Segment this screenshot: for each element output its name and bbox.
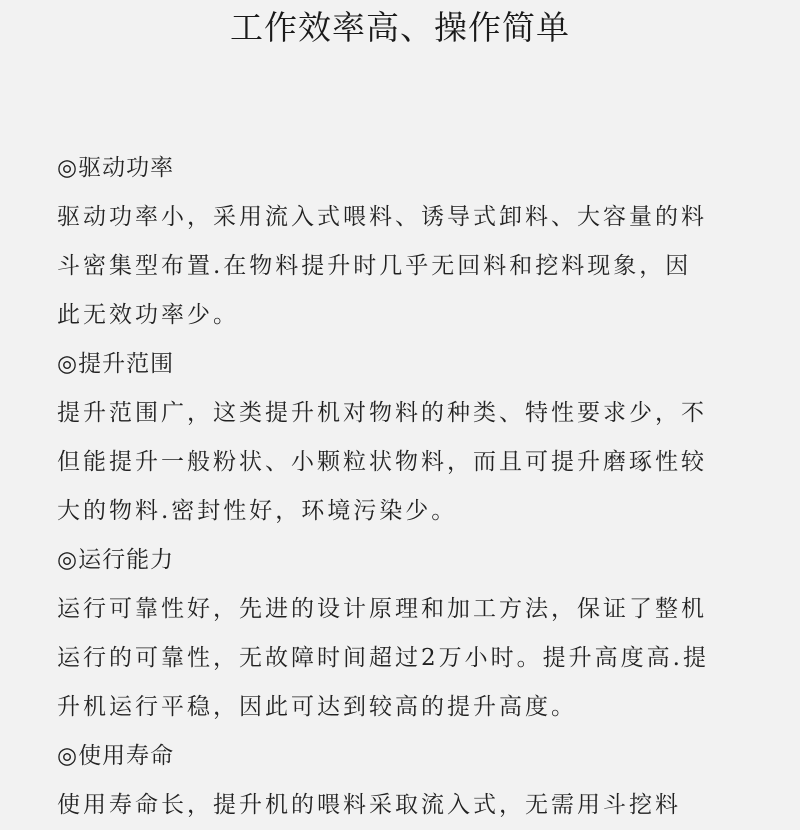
section-heading: ◎运行能力 [57, 547, 175, 573]
paragraph-line: 此无效功率少。 [57, 302, 239, 328]
paragraph-line: 提升范围广，这类提升机对物料的种类、特性要求少，不 [57, 400, 707, 426]
page-title: 工作效率高、操作简单 [230, 8, 570, 47]
section-heading: ◎驱动功率 [57, 155, 175, 181]
paragraph-line: 运行的可靠性，无故障时间超过2万小时。提升高度高.提 [57, 645, 709, 671]
paragraph-line: 斗密集型布置.在物料提升时几乎无回料和挖料现象，因 [57, 253, 692, 279]
paragraph-line: 运行可靠性好，先进的设计原理和加工方法，保证了整机 [57, 596, 707, 622]
paragraph-line: 但能提升一般粉状、小颗粒状物料，而且可提升磨琢性较 [57, 449, 707, 475]
paragraph-line: 使用寿命长，提升机的喂料采取流入式，无需用斗挖料 [57, 792, 681, 818]
paragraph-line: 升机运行平稳，因此可达到较高的提升高度。 [57, 694, 577, 720]
section-heading: ◎使用寿命 [57, 743, 175, 769]
section-heading: ◎提升范围 [57, 351, 175, 377]
paragraph-line: 驱动功率小，采用流入式喂料、诱导式卸料、大容量的料 [57, 204, 707, 230]
paragraph-line: 大的物料.密封性好，环境污染少。 [57, 498, 458, 524]
article-body [57, 144, 757, 830]
